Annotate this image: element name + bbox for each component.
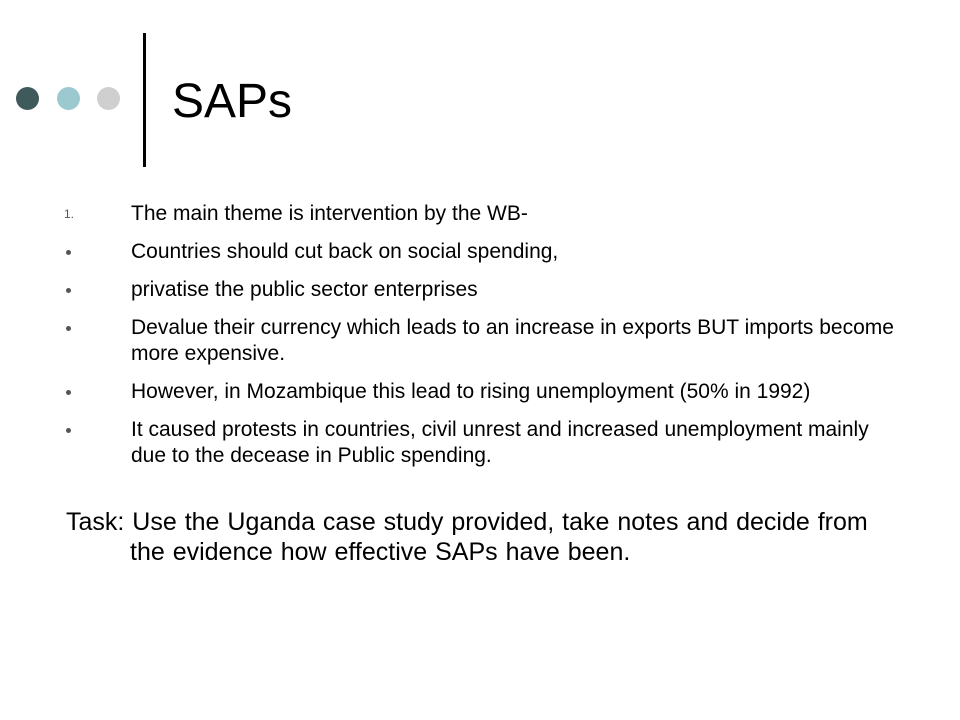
numbered-item <box>0 201 960 227</box>
bullet-text: It caused protests in countries, civil unrest and increased unemployment mainly due to the decease in Public spending. <box>131 418 869 467</box>
bullet-icon <box>66 326 71 331</box>
slide-title: SAPs <box>172 75 293 128</box>
bullet-icon <box>66 250 71 255</box>
slide-body <box>0 201 960 567</box>
numbered-item-text: The main theme is intervention by the WB- <box>131 202 528 225</box>
bullet-text: Devalue their currency which leads to an increase in exports BUT imports become more expensive. <box>131 316 894 365</box>
bullet-item <box>0 417 960 469</box>
bullet-icon <box>66 288 71 293</box>
bullet-item <box>0 379 960 405</box>
bullet-item <box>0 239 960 265</box>
bullet-icon <box>66 390 71 395</box>
decorative-dot-light-teal <box>57 87 80 110</box>
list-number: 1. <box>64 207 75 221</box>
bullet-icon <box>66 428 71 433</box>
task-instruction: Task: Use the Uganda case study provided, take notes and decide from the evidence how effective SAPs have been. <box>66 508 868 566</box>
bullet-item <box>0 315 960 367</box>
decorative-dot-dark <box>16 87 39 110</box>
decorative-dot-grey <box>97 87 120 110</box>
bullet-text: privatise the public sector enterprises <box>131 278 478 301</box>
title-divider-rule <box>143 33 146 167</box>
bullet-text: However, in Mozambique this lead to rising unemployment (50% in 1992) <box>131 380 811 403</box>
bullet-item <box>0 277 960 303</box>
bullet-text: Countries should cut back on social spending, <box>131 240 559 263</box>
